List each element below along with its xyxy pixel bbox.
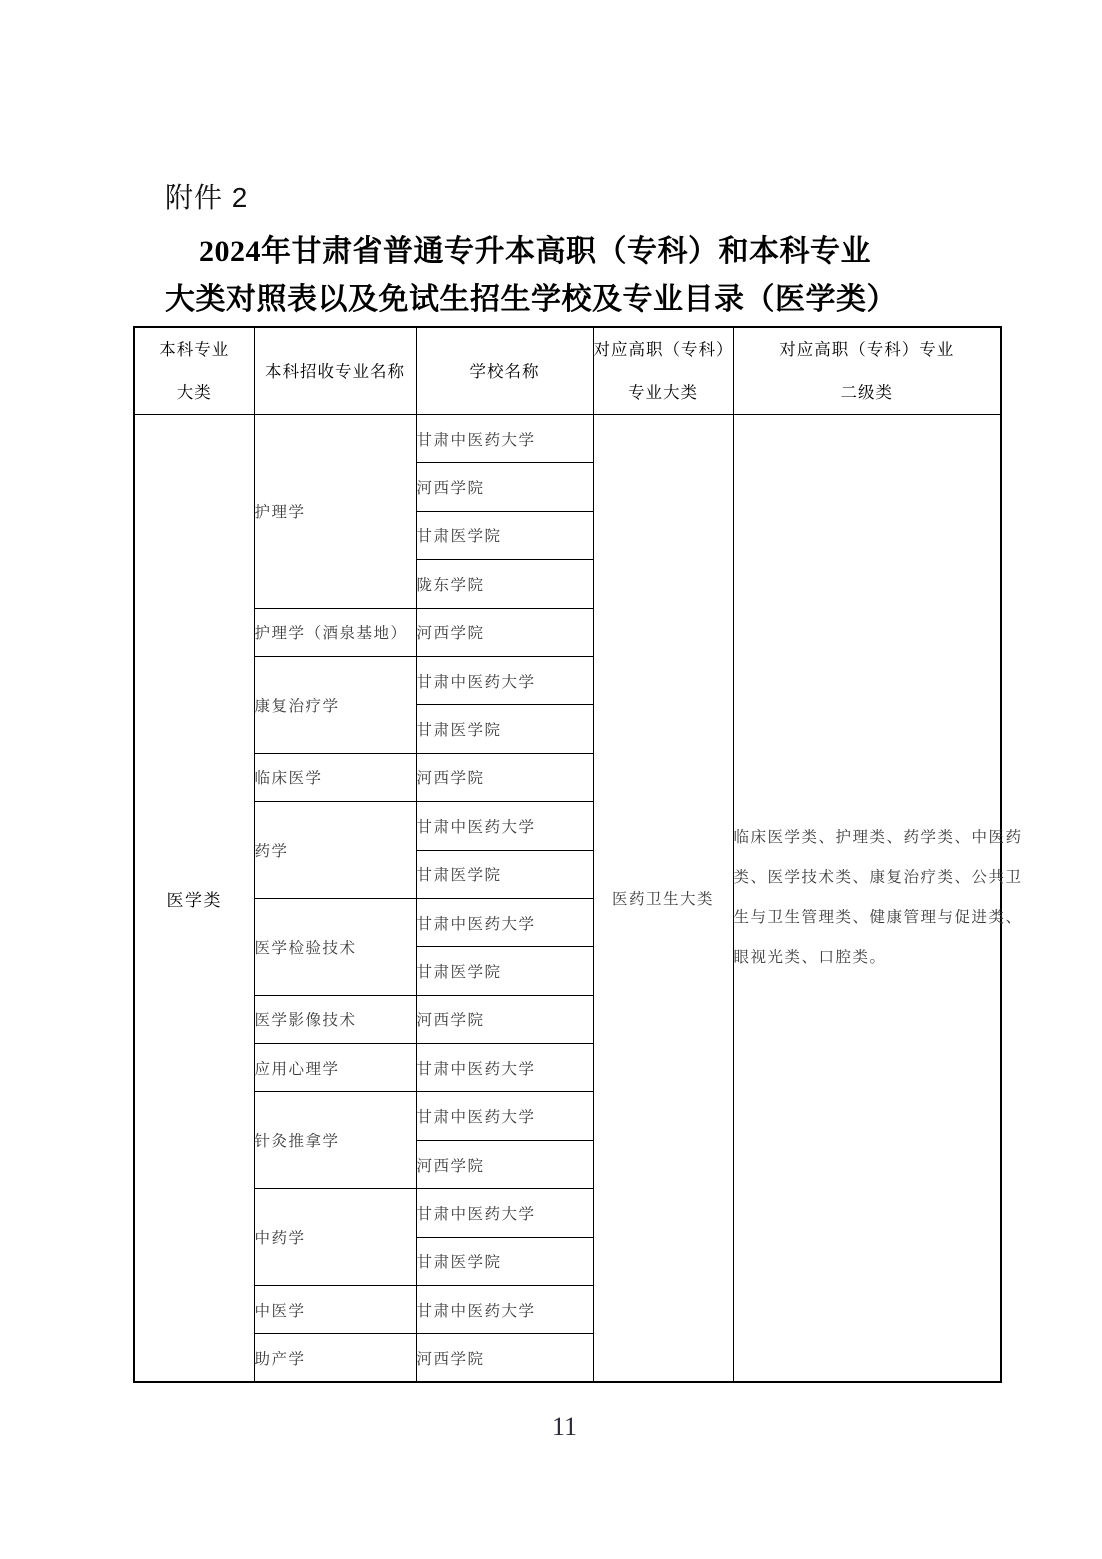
document-title-line1: 2024年甘肃省普通专升本高职（专科）和本科专业: [199, 235, 871, 268]
header-school-name: [416, 327, 593, 415]
header-vocational-subcategory: [733, 327, 1001, 415]
header-text: 对应高职（专科）专业: [779, 340, 955, 359]
cell-school: 河西学院: [416, 1334, 593, 1382]
cell-school: 甘肃医学院: [416, 947, 593, 995]
cell-major: 康复治疗学: [254, 656, 416, 753]
header-text: 对应高职（专科）: [593, 340, 734, 359]
header-text: 专业大类: [628, 383, 698, 402]
header-undergrad-category: [134, 327, 254, 415]
attachment-label: 附件 2: [165, 182, 249, 213]
cell-school: 河西学院: [416, 608, 593, 656]
header-text: 本科专业: [159, 340, 230, 359]
cell-major: 临床医学: [254, 753, 416, 801]
cell-school: 陇东学院: [416, 560, 593, 608]
cell-major: 药学: [254, 802, 416, 899]
page-number: 11: [552, 1412, 578, 1441]
cell-school: 甘肃医学院: [416, 705, 593, 753]
header-undergrad-major-name: [254, 327, 416, 415]
cell-major: 中药学: [254, 1189, 416, 1286]
cell-major: 中医学: [254, 1286, 416, 1334]
cell-school: 甘肃中医药大学: [416, 656, 593, 704]
cell-school: 甘肃中医药大学: [416, 1044, 593, 1092]
cell-school: 河西学院: [416, 753, 593, 801]
cell-school: 甘肃中医药大学: [416, 415, 593, 463]
header-text: 学校名称: [469, 361, 540, 381]
cell-major: 应用心理学: [254, 1044, 416, 1092]
cell-school: 甘肃中医药大学: [416, 802, 593, 850]
cell-undergrad-category: 医学类: [134, 415, 254, 1383]
cell-school: 河西学院: [416, 463, 593, 511]
cell-school: 甘肃中医药大学: [416, 1092, 593, 1140]
table-header-row: [134, 327, 1001, 415]
header-vocational-category: [593, 327, 733, 415]
majors-comparison-table: [133, 326, 1023, 1383]
cell-major: 护理学: [254, 415, 416, 609]
cell-school: 甘肃中医药大学: [416, 1286, 593, 1334]
cell-school: 甘肃中医药大学: [416, 1189, 593, 1237]
vocational-subcategories-text: 临床医学类、护理类、药学类、中医药类、医学技术类、康复治疗类、公共卫生与卫生管理类、健康管理与促进类、眼视光类、口腔类。: [733, 829, 1023, 967]
cell-school: 甘肃医学院: [416, 1237, 593, 1285]
cell-school: 甘肃医学院: [416, 850, 593, 898]
cell-major: 助产学: [254, 1334, 416, 1382]
document-title-line2: 大类对照表以及免试生招生学校及专业目录（医学类）: [165, 283, 897, 316]
cell-school: 甘肃中医药大学: [416, 898, 593, 946]
cell-vocational-category: 医药卫生大类: [593, 415, 733, 1383]
header-text: 本科招收专业名称: [265, 361, 405, 381]
cell-school: 河西学院: [416, 995, 593, 1043]
cell-vocational-subcategories: [733, 415, 1023, 1383]
table-row: [134, 415, 1001, 463]
cell-major: 医学检验技术: [254, 898, 416, 995]
cell-major: 护理学（酒泉基地）: [254, 608, 416, 656]
cell-major: 医学影像技术: [254, 995, 416, 1043]
header-text: 大类: [176, 383, 212, 402]
cell-school: 河西学院: [416, 1140, 593, 1188]
cell-major: 针灸推拿学: [254, 1092, 416, 1189]
header-text: 二级类: [840, 383, 893, 402]
cell-school: 甘肃医学院: [416, 511, 593, 559]
